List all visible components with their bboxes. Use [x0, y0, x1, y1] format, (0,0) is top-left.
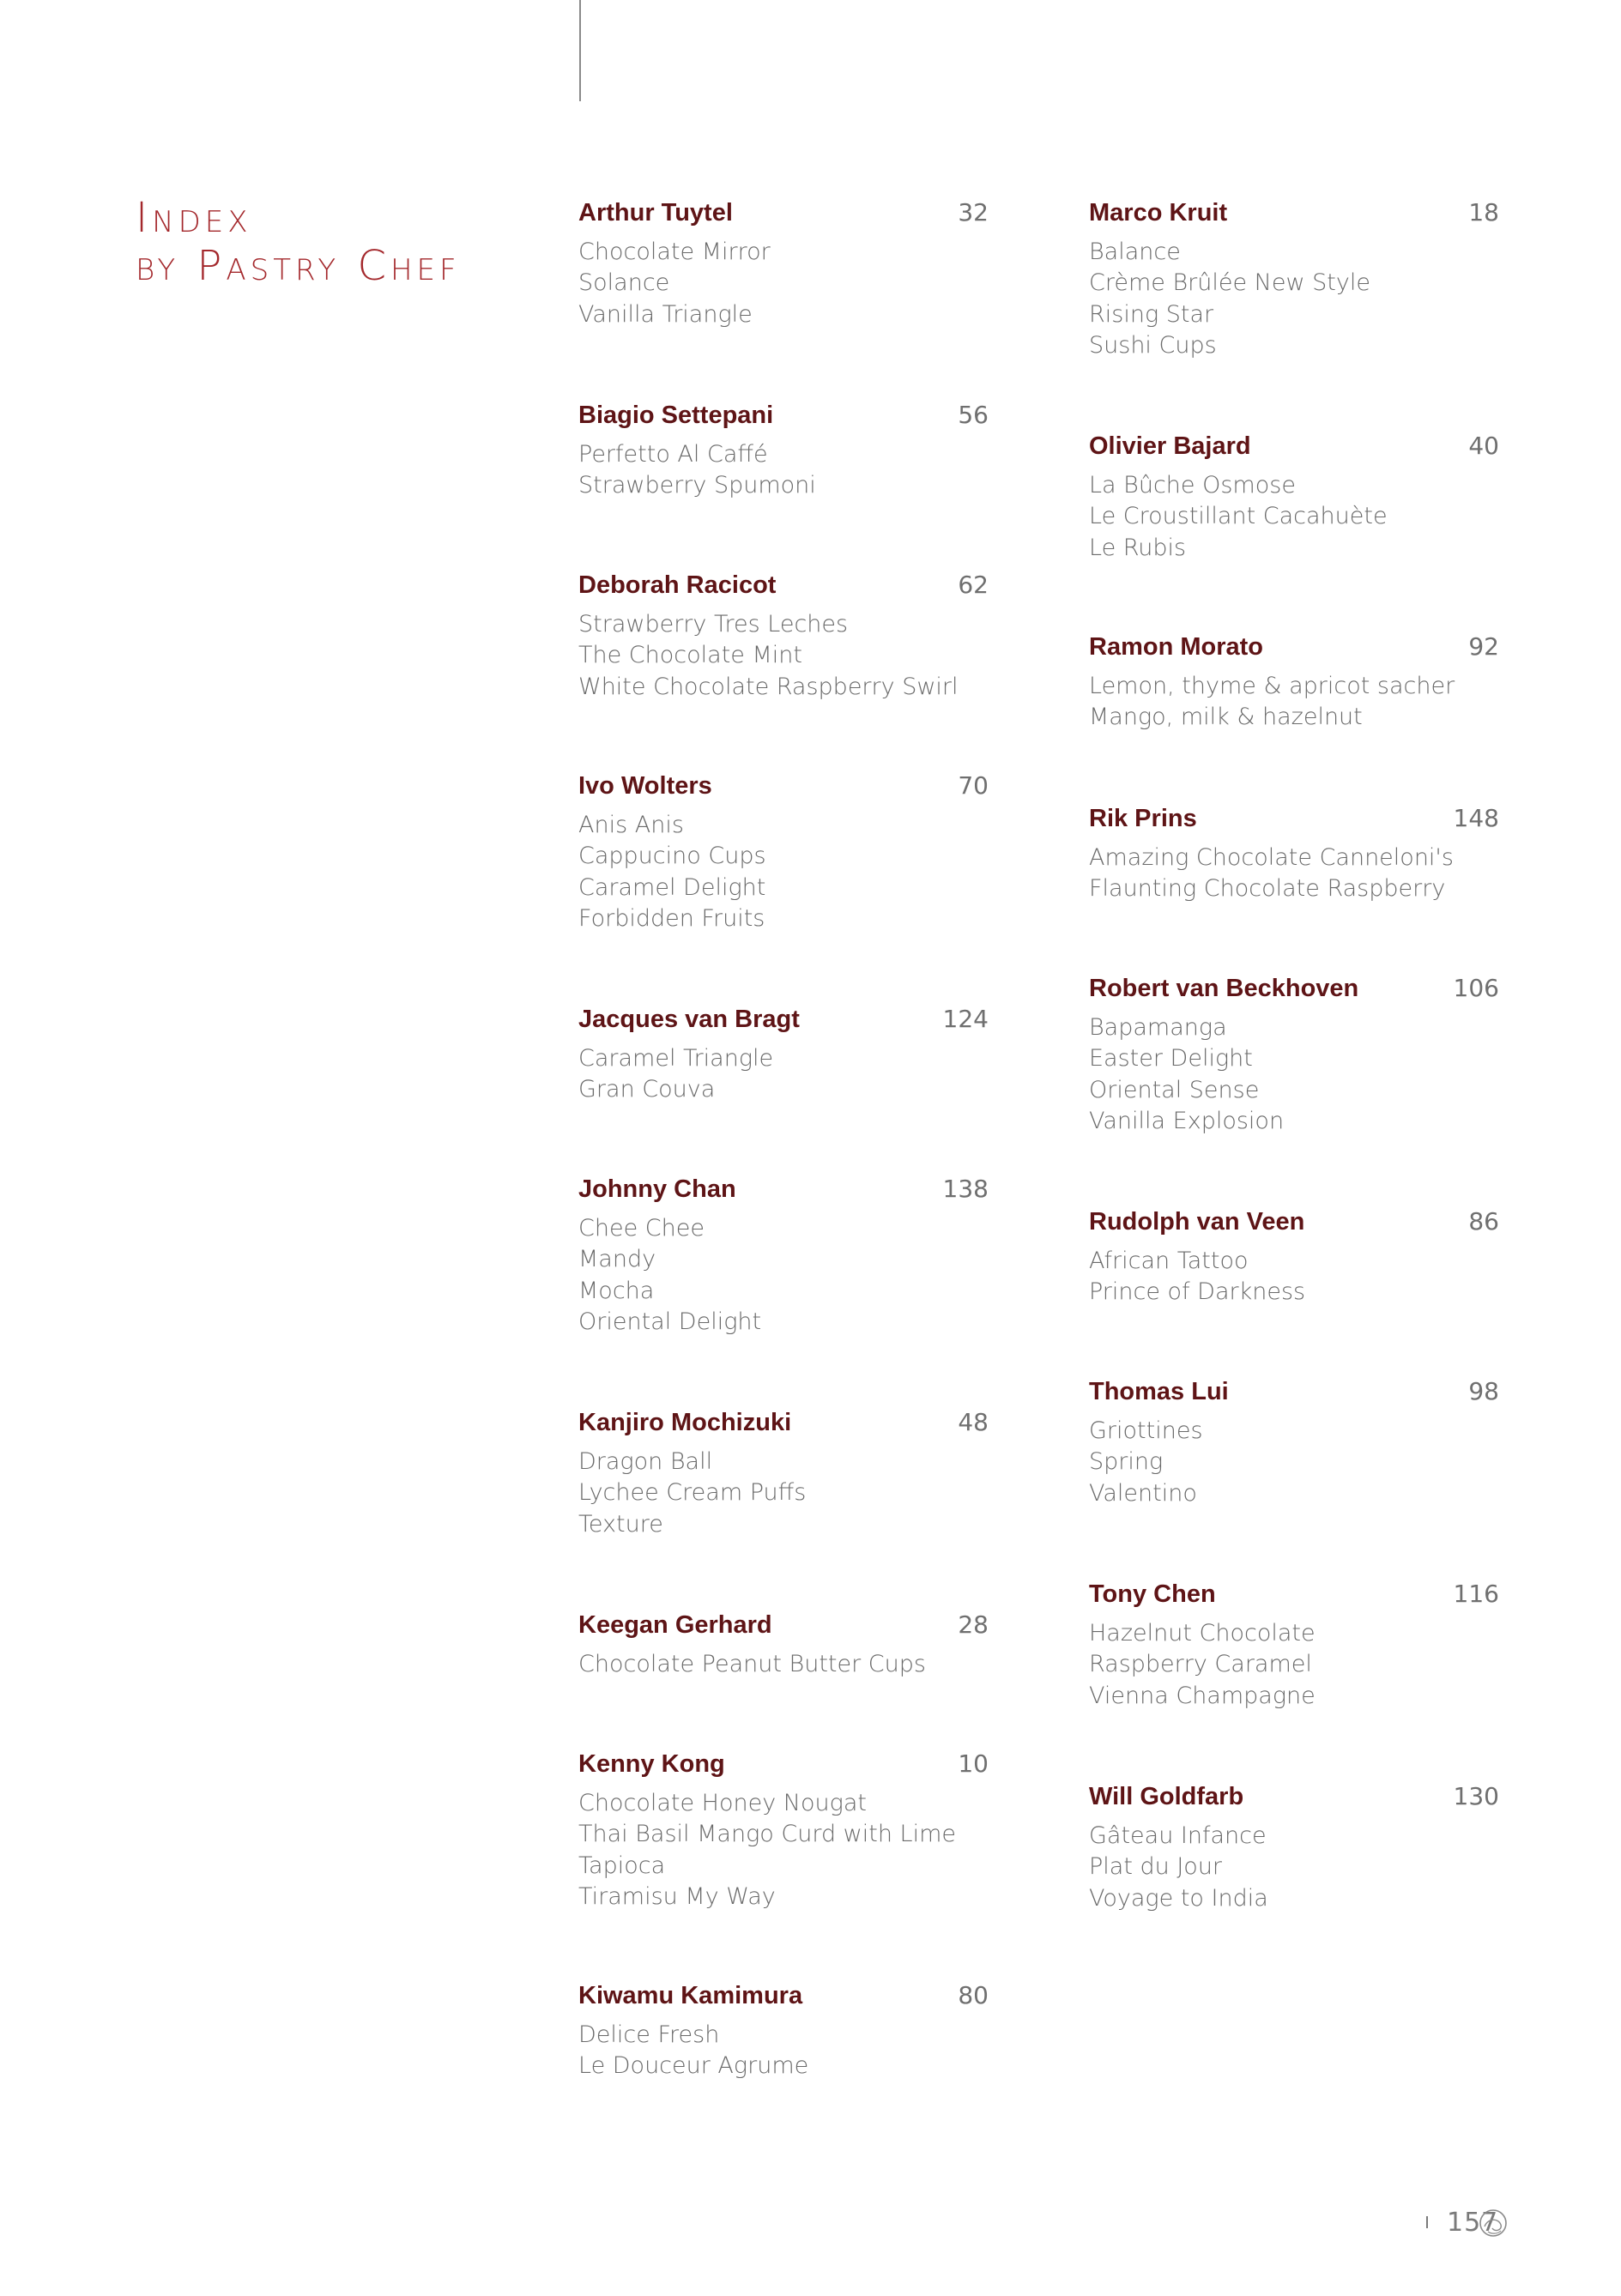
- chef-name: Will Goldfarb: [1089, 1783, 1244, 1810]
- chef-name: Keegan Gerhard: [578, 1611, 772, 1639]
- chef-entry-olivier-bajard: [1089, 424, 1499, 564]
- chef-entry-robert-van-beckhoven: [1089, 966, 1499, 1138]
- chef-name: Kiwamu Kamimura: [578, 1982, 803, 2009]
- recipe-list: [578, 1043, 989, 1106]
- recipe-item: Chocolate Mirror: [578, 239, 771, 265]
- recipe-item: Flaunting Chocolate Raspberry: [1089, 875, 1446, 903]
- chef-name: Arthur Tuytel: [578, 199, 733, 227]
- chef-name: Tony Chen: [1089, 1580, 1216, 1608]
- page-title: [136, 194, 461, 290]
- chef-entry-header: [578, 190, 989, 235]
- chef-entry-header: [1089, 966, 1499, 1011]
- recipe-item: Caramel Delight: [578, 873, 766, 901]
- recipe-item: Solance: [578, 269, 670, 297]
- recipe-item: Hazelnut Chocolate: [1089, 1620, 1316, 1646]
- recipe-list: [1089, 237, 1499, 362]
- recipe-list: [1089, 1618, 1499, 1712]
- chef-entry-header: [578, 997, 989, 1042]
- recipe-item: Tiramisu My Way: [578, 1883, 776, 1911]
- recipe-item: Dragon Ball: [578, 1448, 713, 1475]
- chef-entry-kiwamu-kamimura: [578, 1973, 989, 2082]
- chef-page-number: 124: [942, 1005, 989, 1033]
- chef-name: Olivier Bajard: [1089, 432, 1251, 460]
- recipe-item: Lychee Cream Puffs: [578, 1479, 807, 1507]
- chef-entry-biagio-settepani: [578, 393, 989, 502]
- chef-entry-header: [578, 563, 989, 607]
- chef-page-number: 62: [958, 571, 989, 599]
- chef-name: Biagio Settepani: [578, 402, 774, 429]
- chef-entry-header: [578, 393, 989, 438]
- chef-page-number: 106: [1453, 974, 1499, 1002]
- chef-page-number: 32: [958, 198, 989, 227]
- chef-entry-jacques-van-bragt: [578, 997, 989, 1106]
- chef-page-number: 18: [1468, 198, 1499, 227]
- recipe-item: Chee Chee: [578, 1215, 705, 1242]
- recipe-list: [578, 439, 989, 502]
- recipe-list: [578, 1788, 989, 1913]
- chef-page-number: 86: [1468, 1207, 1499, 1236]
- chef-entry-will-goldfarb: [1089, 1774, 1499, 1914]
- chef-entry-kenny-kong: [578, 1742, 989, 1913]
- chef-entry-deborah-racicot: [578, 563, 989, 703]
- recipe-item: Sushi Cups: [1089, 332, 1217, 360]
- chef-entry-tony-chen: [1089, 1572, 1499, 1712]
- chef-entry-header: [578, 1742, 989, 1786]
- recipe-item: Crème Brûlée New Style: [1089, 269, 1370, 297]
- page-number-text: 157: [1447, 2207, 1499, 2238]
- page-title-line-1: Index: [136, 194, 252, 242]
- chef-entry-ramon-morato: [1089, 625, 1499, 734]
- recipe-list: [578, 810, 989, 935]
- recipe-list: [1089, 1246, 1499, 1308]
- chef-entry-rudolph-van-veen: [1089, 1199, 1499, 1308]
- recipe-item: Tapioca: [578, 1852, 666, 1879]
- chef-page-number: 70: [958, 771, 989, 800]
- chef-entry-johnny-chan: [578, 1167, 989, 1338]
- chef-name: Ivo Wolters: [578, 772, 712, 800]
- recipe-item: Vienna Champagne: [1089, 1682, 1316, 1709]
- chef-name: Marco Kruit: [1089, 199, 1228, 227]
- chef-entry-ivo-wolters: [578, 764, 989, 935]
- recipe-item: Plat du Jour: [1089, 1853, 1223, 1881]
- recipe-list: [1089, 843, 1499, 905]
- recipe-item: Perfetto Al Caffé: [578, 441, 768, 468]
- page-swirl-icon: [1476, 2206, 1510, 2240]
- page-title-line-2: by Pastry Chef: [136, 242, 461, 290]
- page-footer: [1426, 2205, 1498, 2239]
- chef-page-number: 28: [958, 1610, 989, 1639]
- recipe-item: Delice Fresh: [578, 2021, 720, 2048]
- recipe-item: Gâteau Infance: [1089, 1822, 1267, 1849]
- recipe-list: [578, 1447, 989, 1540]
- recipe-item: Oriental Sense: [1089, 1076, 1260, 1103]
- chef-entry-header: [578, 1603, 989, 1647]
- chef-page-number: 92: [1468, 632, 1499, 661]
- chef-name: Robert van Beckhoven: [1089, 975, 1359, 1002]
- recipe-item: Lemon, thyme & apricot sacher: [1089, 673, 1455, 699]
- recipe-list: [1089, 1012, 1499, 1138]
- chef-entry-keegan-gerhard: [578, 1603, 989, 1680]
- recipe-item: Mandy: [578, 1246, 656, 1273]
- chef-entry-thomas-lui: [1089, 1369, 1499, 1509]
- chef-entry-header: [1089, 1572, 1499, 1616]
- chef-page-number: 130: [1453, 1782, 1499, 1810]
- recipe-list: [578, 237, 989, 330]
- chef-entry-header: [1089, 625, 1499, 669]
- chef-page-number: 116: [1453, 1580, 1499, 1608]
- recipe-item: White Chocolate Raspberry Swirl: [578, 673, 959, 700]
- recipe-list: [1089, 470, 1499, 564]
- chef-name: Rudolph van Veen: [1089, 1208, 1305, 1236]
- recipe-item: Le Croustillant Cacahuète: [1089, 503, 1388, 530]
- chef-name: Deborah Racicot: [578, 571, 777, 599]
- recipe-list: [1089, 671, 1499, 734]
- chef-entry-header: [1089, 1774, 1499, 1819]
- recipe-item: Mango, milk & hazelnut: [1089, 704, 1363, 731]
- recipe-item: Spring: [1089, 1448, 1164, 1476]
- chef-page-number: 138: [942, 1175, 989, 1203]
- recipe-item: Oriental Delight: [578, 1308, 762, 1336]
- recipe-item: Caramel Triangle: [578, 1045, 774, 1072]
- chef-page-number: 10: [958, 1749, 989, 1778]
- recipe-item: Texture: [578, 1510, 663, 1538]
- recipe-list: [1089, 1416, 1499, 1509]
- chef-entry-rik-prins: [1089, 796, 1499, 905]
- recipe-item: Bapamanga: [1089, 1014, 1227, 1041]
- chef-entry-kanjiro-mochizuki: [578, 1400, 989, 1540]
- recipe-item: Chocolate Peanut Butter Cups: [578, 1651, 926, 1677]
- chef-name: Ramon Morato: [1089, 633, 1263, 661]
- recipe-item: Strawberry Tres Leches: [578, 611, 849, 637]
- top-divider-line: [579, 0, 581, 101]
- chef-page-number: 56: [958, 401, 989, 429]
- recipe-item: Le Douceur Agrume: [578, 2052, 809, 2080]
- recipe-list: [578, 1213, 989, 1338]
- chef-name: Jacques van Bragt: [578, 1006, 800, 1033]
- chef-page-number: 80: [958, 1981, 989, 2009]
- footer-page-number: [1447, 2208, 1498, 2238]
- chef-name: Thomas Lui: [1089, 1378, 1229, 1405]
- recipe-item: Vanilla Triangle: [578, 300, 753, 328]
- chef-entry-marco-kruit: [1089, 190, 1499, 362]
- footer-divider-tick: [1426, 2216, 1428, 2228]
- chef-page-number: 98: [1468, 1377, 1499, 1405]
- chef-entry-header: [578, 1973, 989, 2018]
- recipe-item: Forbidden Fruits: [578, 905, 765, 933]
- recipe-item: Amazing Chocolate Canneloni's: [1089, 844, 1454, 871]
- chef-entry-header: [1089, 1199, 1499, 1244]
- recipe-item: Chocolate Honey Nougat: [578, 1790, 867, 1816]
- recipe-item: Easter Delight: [1089, 1045, 1253, 1072]
- chef-entry-header: [1089, 796, 1499, 841]
- recipe-item: Balance: [1089, 239, 1181, 265]
- chef-name: Kanjiro Mochizuki: [578, 1409, 792, 1436]
- recipe-item: Raspberry Caramel: [1089, 1651, 1312, 1678]
- chef-entry-header: [1089, 1369, 1499, 1414]
- chef-entry-header: [578, 1167, 989, 1211]
- chef-entry-header: [1089, 424, 1499, 468]
- recipe-item: Cappucino Cups: [578, 843, 766, 870]
- recipe-item: Prince of Darkness: [1089, 1278, 1306, 1306]
- recipe-item: Thai Basil Mango Curd with Lime: [578, 1821, 957, 1848]
- chef-name: Kenny Kong: [578, 1750, 725, 1778]
- recipe-list: [578, 609, 989, 703]
- chef-page-number: 40: [1468, 432, 1499, 460]
- chef-entry-header: [578, 1400, 989, 1445]
- recipe-item: African Tattoo: [1089, 1248, 1249, 1274]
- recipe-item: The Chocolate Mint: [578, 642, 802, 669]
- recipe-item: Le Rubis: [1089, 534, 1187, 561]
- recipe-item: Vanilla Explosion: [1089, 1108, 1285, 1135]
- recipe-item: La Bûche Osmose: [1089, 472, 1296, 498]
- recipe-item: Voyage to India: [1089, 1884, 1268, 1912]
- recipe-list: [578, 1649, 989, 1680]
- recipe-item: Strawberry Spumoni: [578, 472, 816, 499]
- recipe-item: Rising Star: [1089, 300, 1214, 328]
- chef-name: Johnny Chan: [578, 1175, 736, 1203]
- recipe-item: Valentino: [1089, 1479, 1197, 1507]
- recipe-item: Anis Anis: [578, 812, 684, 838]
- recipe-list: [578, 2020, 989, 2082]
- recipe-item: Griottines: [1089, 1417, 1203, 1444]
- chef-name: Rik Prins: [1089, 805, 1197, 832]
- recipe-list: [1089, 1821, 1499, 1914]
- recipe-item: Gran Couva: [578, 1076, 716, 1103]
- chef-entry-header: [578, 764, 989, 808]
- chef-page-number: 148: [1453, 804, 1499, 832]
- chef-entry-header: [1089, 190, 1499, 235]
- chef-page-number: 48: [958, 1408, 989, 1436]
- recipe-item: Mocha: [578, 1277, 655, 1304]
- chef-entry-arthur-tuytel: [578, 190, 989, 330]
